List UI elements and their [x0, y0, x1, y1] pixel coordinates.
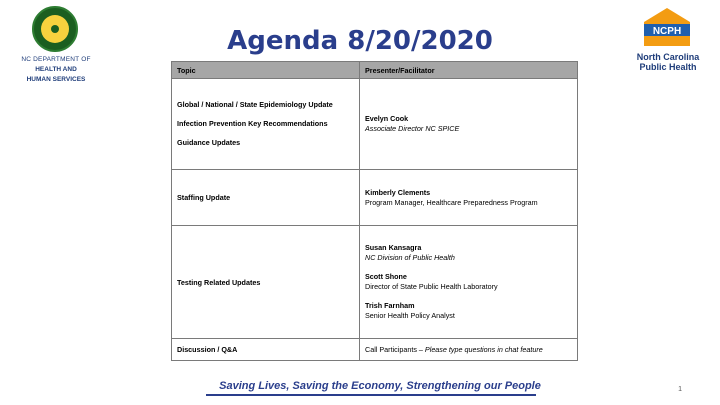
- table-row: [172, 79, 578, 170]
- footer-underline: [206, 394, 536, 396]
- footer-tagline: Saving Lives, Saving the Economy, Strengthening our People: [219, 380, 541, 392]
- page-title: Agenda 8/20/2020: [227, 26, 493, 56]
- page-number: 1: [678, 386, 682, 393]
- presenter-cell: Evelyn Cook Associate Director NC SPICE: [360, 79, 578, 170]
- ncph-logo: [622, 6, 714, 76]
- table-row: [172, 226, 578, 339]
- topic-cell: Discussion / Q&A: [172, 339, 360, 361]
- topic-cell: Testing Related Updates: [172, 226, 360, 339]
- table-row: [172, 339, 578, 361]
- ncph-badge-text: NCPH: [652, 26, 682, 37]
- presenter-cell: Kimberly Clements Program Manager, Healthcare Preparedness Program: [360, 170, 578, 226]
- nc-dhhs-logo-text: NC DEPARTMENT OF HEALTH AND HUMAN SERVICES: [21, 56, 91, 83]
- presenter-cell: Susan Kansagra NC Division of Public Health Scott Shone Director of State Public Health Laboratory Trish Farnham Senior Health Policy Analyst: [360, 226, 578, 339]
- ncph-badge-icon: [642, 6, 692, 50]
- presenter-cell: Call Participants – Please type questions in chat feature: [360, 339, 578, 361]
- table-header-row: [172, 62, 578, 79]
- table-row: [172, 170, 578, 226]
- header-topic: Topic: [172, 62, 360, 79]
- header-presenter: Presenter/Facilitator: [360, 62, 578, 79]
- agenda-table: [171, 61, 578, 361]
- ncph-logo-text: North Carolina Public Health: [636, 52, 700, 72]
- topic-cell: Global / National / State Epidemiology Update Infection Prevention Key Recommendations Guidance Updates: [172, 79, 360, 170]
- topic-cell: Staffing Update: [172, 170, 360, 226]
